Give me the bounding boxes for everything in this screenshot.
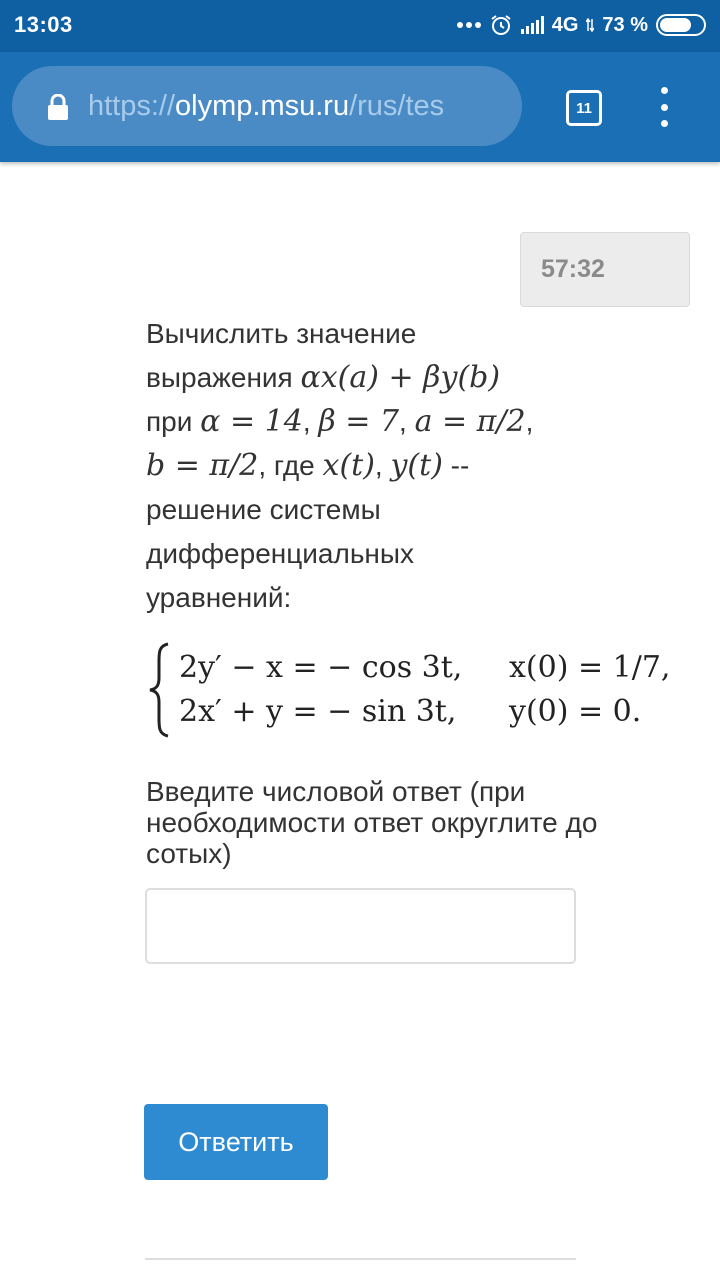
question-fragment: --	[442, 450, 470, 481]
math-expression: β = 7	[318, 404, 400, 439]
url-host: olymp.msu.ru	[175, 90, 350, 122]
equation-2-lhs: 2x′ + y = − sin 3t,	[179, 694, 457, 729]
signal-strength-icon	[521, 16, 544, 34]
status-icons	[457, 10, 706, 40]
left-brace-icon	[146, 642, 172, 738]
browser-toolbar	[0, 52, 720, 162]
address-bar[interactable]	[12, 66, 522, 146]
question-fragment: при	[146, 406, 201, 437]
lock-icon	[48, 94, 68, 120]
question-line: дифференциальных	[146, 538, 414, 569]
question-line: b = π/2, где x(t), y(t) --	[146, 448, 470, 483]
url-text[interactable]	[88, 88, 508, 124]
question-line	[146, 356, 706, 400]
battery-icon	[656, 14, 706, 36]
math-expression: b = π/2	[146, 448, 259, 483]
battery-percent: 73 %	[602, 13, 648, 36]
alarm-icon	[489, 13, 513, 37]
status-time: 13:03	[14, 12, 73, 37]
browser-menu-button[interactable]	[650, 87, 678, 127]
equation-system	[146, 640, 716, 740]
math-expression: α = 14	[200, 404, 303, 439]
answer-input[interactable]	[145, 888, 576, 964]
question-fragment: , где	[258, 450, 323, 481]
battery-fill	[660, 18, 691, 32]
status-bar	[0, 0, 720, 52]
math-expression: αx(a) + βy(b)	[300, 360, 501, 395]
question-line: при α = 14, β = 7, a = π/2,	[146, 404, 534, 439]
notification-dots-icon	[457, 22, 481, 28]
question-line: решение системы	[146, 494, 381, 525]
divider	[145, 1258, 576, 1260]
submit-answer-button[interactable]: Ответить	[144, 1104, 328, 1180]
menu-dot-icon	[661, 87, 668, 94]
equation-2-condition: y(0) = 0.	[509, 694, 642, 729]
question-text	[146, 312, 706, 620]
network-type: 4G	[551, 13, 579, 36]
url-path: /rus/tes	[349, 90, 445, 122]
countdown-timer: 57:32	[520, 232, 690, 307]
tab-switcher-button[interactable]: 11	[566, 90, 602, 126]
math-expression: x(t)	[322, 448, 375, 483]
answer-prompt: Введите числовой ответ (при необходимости ответ округлите до сотых)	[146, 776, 598, 869]
url-scheme: https://	[88, 90, 176, 122]
menu-dot-icon	[661, 120, 668, 127]
equation-1-condition: x(0) = 1/7,	[509, 650, 671, 685]
math-expression: y(t)	[390, 448, 443, 483]
menu-dot-icon	[661, 104, 668, 111]
question-line: Вычислить значение	[146, 318, 417, 349]
math-expression: a = π/2	[414, 404, 526, 439]
equation-1-lhs: 2y′ − x = − cos 3t,	[179, 650, 463, 685]
question-fragment: выражения	[146, 362, 301, 393]
question-line: уравнений:	[146, 582, 292, 613]
data-transfer-icon	[586, 18, 594, 32]
